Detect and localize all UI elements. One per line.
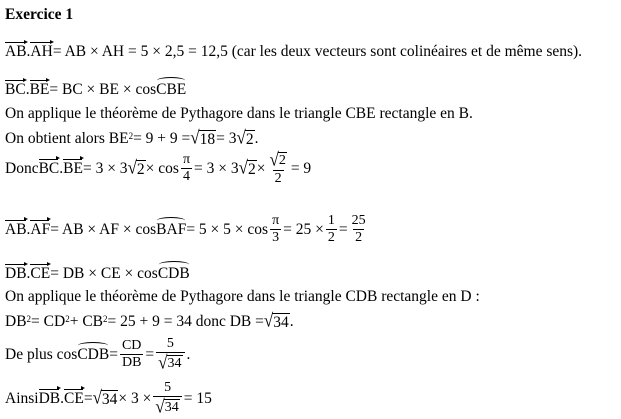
- vector-bc: BC: [38, 159, 60, 177]
- vector-ah: AH: [30, 43, 53, 60]
- fraction-cd-db: $\frac{CD}{DB}$: [121, 338, 142, 370]
- fraction-5-sqrt34: 5 √ 34: [153, 381, 181, 416]
- vector-db: DB: [5, 265, 27, 282]
- pythagore-cdb-text: On applique le théorème de Pythagore dans le triangle CDB rectangle en D :: [5, 288, 480, 305]
- sqrt-18: √ 18: [190, 126, 216, 148]
- angle-cdb: CDB: [77, 345, 110, 363]
- angle-cdb: CDB: [157, 265, 190, 282]
- line-db-ce: DB . CE = DB × CE × cos CDB: [5, 265, 190, 282]
- line-ab-af: AB . AF = AB × AF × cos BAF = 5 × 5 × cos $\frac{\pi}{3}$ = 25 × $\frac{1}{2}$ = $\frac{25}{2}$: [5, 213, 366, 245]
- fraction-sqrt2-2: √ 2 2: [269, 149, 286, 186]
- vector-db: DB: [38, 389, 61, 407]
- vector-be: BE: [29, 81, 50, 98]
- sqrt-2: √ 2: [238, 157, 256, 179]
- sqrt-2: √ 2: [236, 126, 254, 148]
- vector-af: AF: [30, 220, 51, 238]
- vector-ce: CE: [64, 389, 84, 407]
- angle-baf: BAF: [156, 220, 187, 238]
- sqrt-34: √ 34: [92, 387, 118, 409]
- fraction-5-sqrt34: 5 √ 34: [156, 337, 184, 372]
- fraction-1-2: $\frac{1}{2}$: [327, 213, 335, 245]
- line-donc-bc-be: Donc BC . BE = 3 × 3 √ 2 × cos $\frac{\pi}{4}$ = 3 × 3 √ 2 × √ 2 2 = 9: [5, 149, 312, 186]
- sqrt-2: √ 2: [127, 157, 145, 179]
- fraction-pi-4: $\frac{\pi}{4}$: [182, 152, 191, 184]
- exercise-title: Exercice 1: [5, 6, 74, 23]
- vector-be: BE: [63, 159, 83, 177]
- vector-ab: AB: [5, 220, 27, 238]
- line-db-squared: DB $^2$ = CD $^2$ + CB $^2$ = 25 + 9 = 34 donc DB = √ 34 .: [5, 309, 294, 331]
- angle-cbe: CBE: [156, 81, 187, 98]
- line-ab-ah: AB . AH = AB × AH = 5 × 2,5 = 12,5 (car les deux vecteurs sont colinéaires et de même sens).: [5, 43, 583, 60]
- line-bc-be: BC . BE = BC × BE × cos CBE: [5, 81, 187, 98]
- fraction-25-2: $\frac{25}{2}$: [351, 213, 366, 245]
- pythagore-cbe-text: On applique le théorème de Pythagore dans le triangle CBE rectangle en B.: [5, 105, 473, 122]
- sqrt-34: √ 34: [263, 309, 289, 331]
- fraction-pi-3: $\frac{\pi}{3}$: [272, 213, 280, 245]
- line-be-squared: On obtient alors BE $^2$ = 9 + 9 = √ 18 = 3 √ 2 .: [5, 126, 259, 148]
- line-cos-cdb: De plus cos CDB = $\frac{CD}{DB}$ = 5 √ 34 .: [5, 336, 191, 373]
- vector-ab: AB: [5, 43, 27, 60]
- vector-bc: BC: [5, 81, 26, 98]
- vector-ce: CE: [30, 265, 51, 282]
- line-ainsi-db-ce: Ainsi DB . CE = √ 34 × 3 × 5 √ 34 = 15: [5, 380, 212, 417]
